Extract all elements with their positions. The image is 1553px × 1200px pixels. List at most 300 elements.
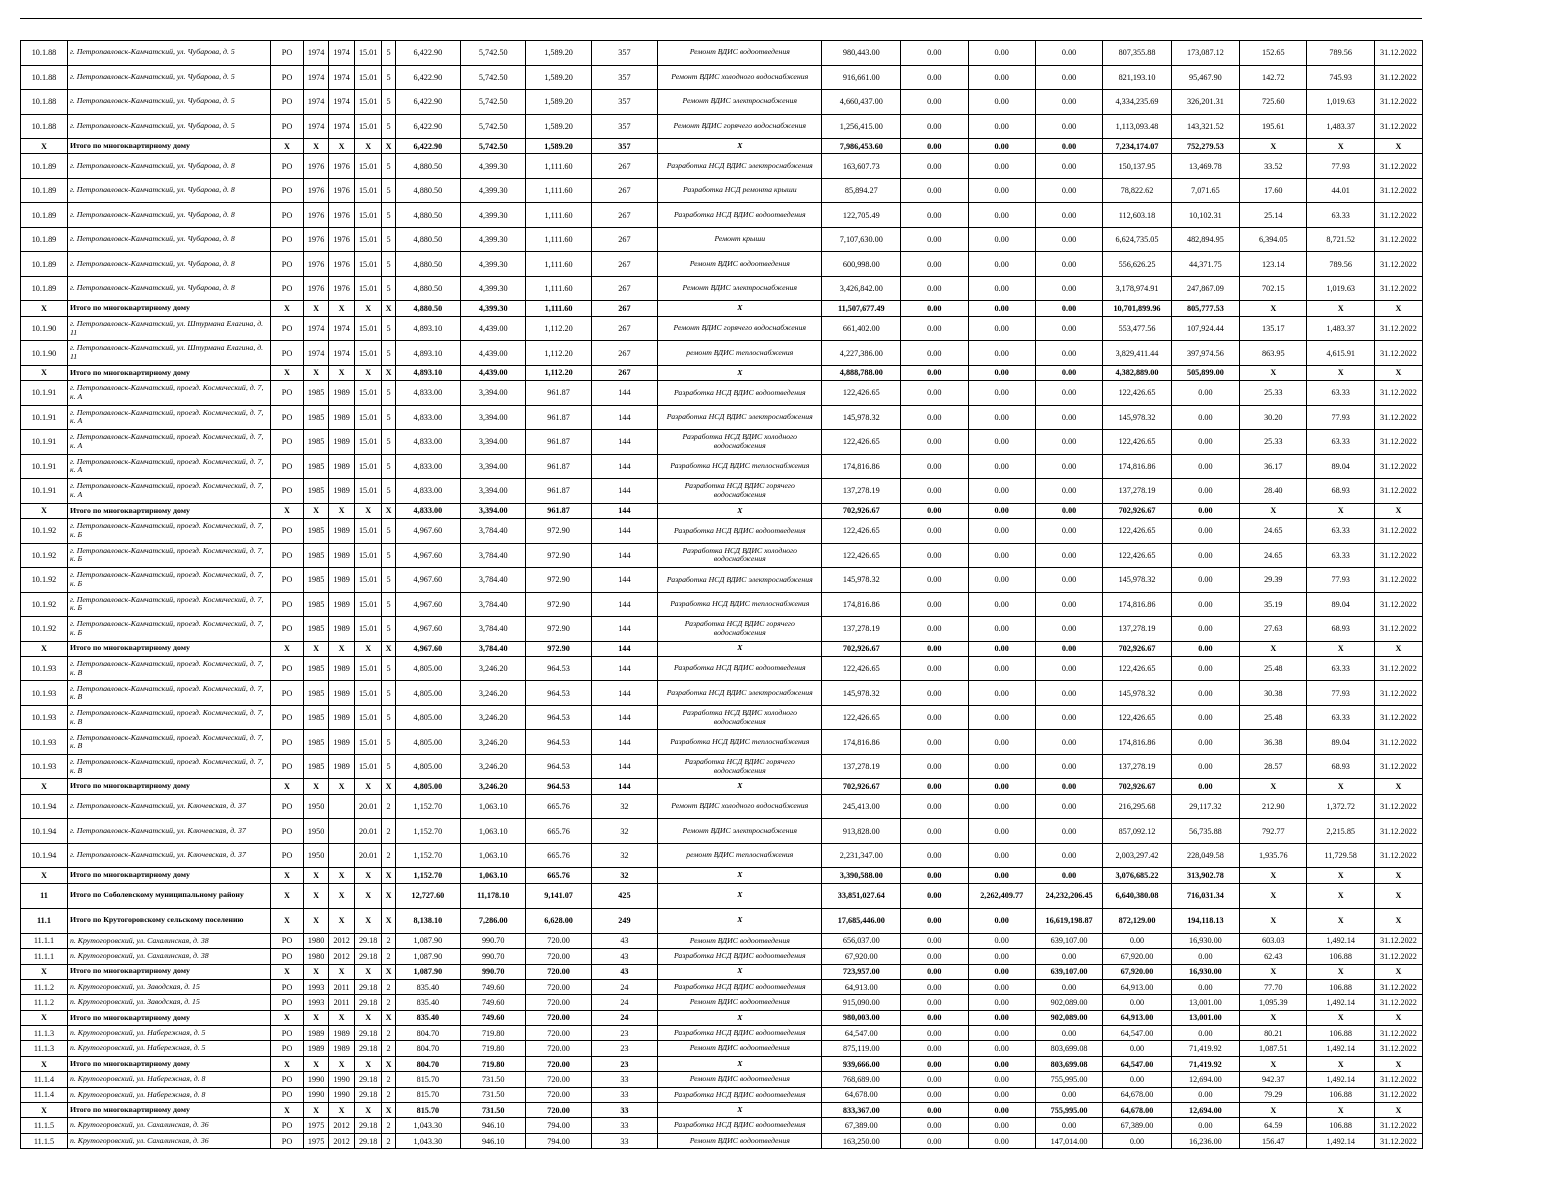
- cell-year-renovated: 1976: [329, 276, 355, 301]
- cell-total-area: 4,967.60: [395, 641, 460, 656]
- cell-row-number: X: [21, 1010, 68, 1025]
- cell-federal-funds: 0.00: [901, 779, 968, 794]
- cell-residents: 32: [591, 843, 657, 868]
- cell-other-funds: 173,087.12: [1171, 41, 1239, 66]
- cell-federal-funds: 0.00: [901, 568, 968, 593]
- table-row: [21, 316, 1423, 341]
- cell-max-cost-per-sqm: X: [1307, 908, 1374, 933]
- cell-cost-per-sqm: 863.95: [1240, 341, 1307, 366]
- cell-row-number: 11.1.3: [21, 1026, 68, 1041]
- table-row: [21, 405, 1423, 430]
- cell-other-funds: 228,049.58: [1171, 843, 1239, 868]
- cell-federal-funds: 0.00: [901, 227, 968, 252]
- cell-wall-material: 15.01: [354, 65, 382, 90]
- cell-other-funds: 13,001.00: [1171, 1010, 1239, 1025]
- cell-municipal-funds: 16,619,198.87: [1035, 908, 1102, 933]
- cell-total-area: 6,422.90: [395, 41, 460, 66]
- cell-max-cost-per-sqm: 1,483.37: [1307, 114, 1374, 139]
- cell-municipal-funds: 0.00: [1035, 405, 1102, 430]
- cell-year-built: 1990: [303, 1087, 329, 1102]
- cell-year-built: 1974: [303, 41, 329, 66]
- cell-planned-date: X: [1374, 301, 1422, 316]
- cell-planned-date: 31.12.2022: [1374, 316, 1422, 341]
- cell-floors: X: [382, 908, 395, 933]
- cell-regional-funds: 0.00: [968, 543, 1035, 568]
- cell-year-renovated: X: [329, 1010, 355, 1025]
- cell-wall-material: X: [354, 503, 382, 518]
- cell-federal-funds: 0.00: [901, 964, 968, 979]
- cell-other-funds: 0.00: [1171, 592, 1239, 617]
- cell-address: Итого по многоквартирному дому: [67, 139, 270, 154]
- cell-wall-material: 15.01: [354, 430, 382, 455]
- cell-wall-material: 29.18: [354, 949, 382, 964]
- cell-work-type: X: [658, 868, 822, 883]
- cell-cost-per-sqm: 64.59: [1240, 1118, 1307, 1133]
- cell-owner-funds: 67,389.00: [1103, 1118, 1171, 1133]
- cell-other-funds: 0.00: [1171, 568, 1239, 593]
- cell-address: Итого по Соболевскому муниципальному району: [67, 883, 270, 908]
- table-row: [21, 656, 1423, 681]
- cell-owner-funds: 174,816.86: [1103, 730, 1171, 755]
- cell-residential-area: 1,063.10: [461, 843, 526, 868]
- cell-ownership: РО: [271, 794, 304, 819]
- cell-owner-funds: 64,678.00: [1103, 1087, 1171, 1102]
- cell-cost-per-sqm: X: [1240, 365, 1307, 380]
- cell-owner-funds: 0.00: [1103, 1041, 1171, 1056]
- cell-work-type: Ремонт ВДИС электроснабжения: [658, 276, 822, 301]
- cell-year-renovated: [329, 794, 355, 819]
- cell-cost-per-sqm: 77.70: [1240, 979, 1307, 994]
- cell-max-cost-per-sqm: 1,019.63: [1307, 90, 1374, 115]
- cell-floors: 2: [382, 1087, 395, 1102]
- cell-total-cost: 163,250.00: [822, 1133, 901, 1148]
- table-row: [21, 1118, 1423, 1133]
- cell-total-area: 4,880.50: [395, 178, 460, 203]
- cell-residents: 267: [591, 365, 657, 380]
- cell-total-area: 4,880.50: [395, 203, 460, 228]
- cell-municipal-funds: 803,699.08: [1035, 1041, 1102, 1056]
- cell-floors: 2: [382, 1041, 395, 1056]
- cell-regional-funds: 0.00: [968, 479, 1035, 504]
- cell-federal-funds: 0.00: [901, 1087, 968, 1102]
- cell-municipal-funds: 0.00: [1035, 316, 1102, 341]
- cell-address: п. Крутогоровский, ул. Набережная, д. 5: [67, 1026, 270, 1041]
- cell-work-type: X: [658, 1010, 822, 1025]
- cell-total-cost: 145,978.32: [822, 405, 901, 430]
- cell-year-renovated: 1989: [329, 705, 355, 730]
- cell-floors: 2: [382, 1133, 395, 1148]
- cell-total-area: 4,893.10: [395, 341, 460, 366]
- cell-work-type: Ремонт ВДИС водоотведения: [658, 1072, 822, 1087]
- cell-address: г. Петропавловск-Камчатский, ул. Чубарова, д. 8: [67, 252, 270, 277]
- cell-residents: 144: [591, 568, 657, 593]
- cell-row-number: 10.1.94: [21, 843, 68, 868]
- cell-total-cost: 122,426.65: [822, 705, 901, 730]
- cell-total-cost: 702,926.67: [822, 503, 901, 518]
- cell-year-built: X: [303, 1056, 329, 1071]
- cell-row-number: 10.1.93: [21, 754, 68, 779]
- cell-residential-area: 749.60: [461, 1010, 526, 1025]
- cell-cost-per-sqm: 152.65: [1240, 41, 1307, 66]
- cell-other-funds: 12,694.00: [1171, 1103, 1239, 1118]
- cell-residents: 144: [591, 543, 657, 568]
- cell-year-built: 1974: [303, 114, 329, 139]
- cell-wall-material: 15.01: [354, 656, 382, 681]
- cell-federal-funds: 0.00: [901, 933, 968, 948]
- cell-residential-area: 3,784.40: [461, 568, 526, 593]
- cell-ownership: X: [271, 365, 304, 380]
- cell-common-area: 720.00: [526, 1103, 591, 1118]
- cell-residents: 267: [591, 252, 657, 277]
- table-row: [21, 114, 1423, 139]
- cell-year-built: 1989: [303, 1041, 329, 1056]
- cell-ownership: РО: [271, 479, 304, 504]
- cell-row-number: 10.1.93: [21, 656, 68, 681]
- cell-row-number: 11.1.4: [21, 1072, 68, 1087]
- cell-work-type: Разработка НСД ВДИС теплоснабжения: [658, 592, 822, 617]
- cell-row-number: 10.1.92: [21, 592, 68, 617]
- cell-common-area: 1,112.20: [526, 365, 591, 380]
- cell-regional-funds: 0.00: [968, 301, 1035, 316]
- cell-residents: 144: [591, 381, 657, 406]
- cell-total-area: 815.70: [395, 1072, 460, 1087]
- cell-total-area: 12,727.60: [395, 883, 460, 908]
- cell-municipal-funds: 0.00: [1035, 454, 1102, 479]
- table-row: [21, 1072, 1423, 1087]
- cell-address: Итого по многоквартирному дому: [67, 641, 270, 656]
- cell-row-number: 11.1.1: [21, 949, 68, 964]
- cell-address: г. Петропавловск-Камчатский, проезд. Космический, д. 7, к. Б: [67, 592, 270, 617]
- cell-ownership: РО: [271, 754, 304, 779]
- cell-regional-funds: 0.00: [968, 454, 1035, 479]
- cell-year-renovated: [329, 843, 355, 868]
- cell-regional-funds: 0.00: [968, 1133, 1035, 1148]
- cell-cost-per-sqm: 27.63: [1240, 617, 1307, 642]
- cell-common-area: 972.90: [526, 592, 591, 617]
- cell-regional-funds: 0.00: [968, 1087, 1035, 1102]
- cell-year-built: X: [303, 301, 329, 316]
- total-row: [21, 1010, 1423, 1025]
- cell-residents: 144: [591, 641, 657, 656]
- cell-year-built: 1976: [303, 252, 329, 277]
- cell-residents: 33: [591, 1072, 657, 1087]
- cell-ownership: X: [271, 139, 304, 154]
- cell-year-renovated: 1989: [329, 543, 355, 568]
- cell-total-area: 835.40: [395, 995, 460, 1010]
- cell-owner-funds: 821,193.10: [1103, 65, 1171, 90]
- cell-planned-date: 31.12.2022: [1374, 705, 1422, 730]
- cell-wall-material: X: [354, 301, 382, 316]
- cell-residents: 144: [591, 705, 657, 730]
- cell-ownership: РО: [271, 90, 304, 115]
- cell-other-funds: 0.00: [1171, 1087, 1239, 1102]
- cell-cost-per-sqm: 156.47: [1240, 1133, 1307, 1148]
- table-row: [21, 754, 1423, 779]
- cell-row-number: 10.1.88: [21, 114, 68, 139]
- cell-year-built: X: [303, 964, 329, 979]
- cell-year-renovated: 1989: [329, 730, 355, 755]
- cell-total-cost: 915,090.00: [822, 995, 901, 1010]
- cell-year-renovated: 1989: [329, 1041, 355, 1056]
- cell-max-cost-per-sqm: 68.93: [1307, 617, 1374, 642]
- cell-max-cost-per-sqm: 745.93: [1307, 65, 1374, 90]
- cell-address: г. Петропавловск-Камчатский, проезд. Космический, д. 7, к. А: [67, 430, 270, 455]
- cell-wall-material: 29.18: [354, 1072, 382, 1087]
- cell-owner-funds: 122,426.65: [1103, 705, 1171, 730]
- cell-work-type: Разработка НСД ВДИС электроснабжения: [658, 154, 822, 179]
- cell-year-renovated: 1989: [329, 381, 355, 406]
- cell-year-built: 1976: [303, 178, 329, 203]
- cell-year-built: 1993: [303, 979, 329, 994]
- cell-federal-funds: 0.00: [901, 908, 968, 933]
- cell-other-funds: 0.00: [1171, 1118, 1239, 1133]
- cell-owner-funds: 702,926.67: [1103, 641, 1171, 656]
- cell-year-renovated: X: [329, 1056, 355, 1071]
- cell-federal-funds: 0.00: [901, 949, 968, 964]
- cell-floors: 5: [382, 705, 395, 730]
- cell-year-built: X: [303, 503, 329, 518]
- cell-planned-date: X: [1374, 139, 1422, 154]
- cell-year-built: 1985: [303, 430, 329, 455]
- cell-residents: 267: [591, 154, 657, 179]
- cell-total-area: 4,880.50: [395, 227, 460, 252]
- table-row: [21, 1026, 1423, 1041]
- cell-regional-funds: 0.00: [968, 868, 1035, 883]
- cell-wall-material: 15.01: [354, 90, 382, 115]
- cell-work-type: Ремонт ВДИС горячего водоснабжения: [658, 114, 822, 139]
- cell-total-cost: 64,913.00: [822, 979, 901, 994]
- cell-cost-per-sqm: 6,394.05: [1240, 227, 1307, 252]
- cell-max-cost-per-sqm: 77.93: [1307, 681, 1374, 706]
- cell-ownership: X: [271, 1103, 304, 1118]
- cell-other-funds: 29,117.32: [1171, 794, 1239, 819]
- cell-residents: 267: [591, 341, 657, 366]
- cell-regional-funds: 0.00: [968, 995, 1035, 1010]
- cell-regional-funds: 0.00: [968, 964, 1035, 979]
- cell-total-area: 4,805.00: [395, 656, 460, 681]
- table-row: [21, 979, 1423, 994]
- cell-cost-per-sqm: X: [1240, 503, 1307, 518]
- cell-common-area: 961.87: [526, 503, 591, 518]
- cell-floors: 5: [382, 479, 395, 504]
- cell-planned-date: X: [1374, 1103, 1422, 1118]
- cell-common-area: 961.87: [526, 430, 591, 455]
- cell-max-cost-per-sqm: X: [1307, 868, 1374, 883]
- cell-year-renovated: 1989: [329, 681, 355, 706]
- cell-regional-funds: 0.00: [968, 656, 1035, 681]
- cell-planned-date: X: [1374, 1056, 1422, 1071]
- cell-common-area: 720.00: [526, 1041, 591, 1056]
- cell-total-cost: 137,278.19: [822, 479, 901, 504]
- table-row: [21, 90, 1423, 115]
- cell-ownership: РО: [271, 819, 304, 844]
- cell-residents: 357: [591, 41, 657, 66]
- cell-year-built: X: [303, 908, 329, 933]
- cell-wall-material: 15.01: [354, 592, 382, 617]
- cell-residential-area: 4,399.30: [461, 301, 526, 316]
- cell-year-built: X: [303, 365, 329, 380]
- cell-cost-per-sqm: X: [1240, 139, 1307, 154]
- cell-planned-date: 31.12.2022: [1374, 979, 1422, 994]
- cell-floors: 5: [382, 65, 395, 90]
- cell-owner-funds: 64,547.00: [1103, 1056, 1171, 1071]
- cell-ownership: X: [271, 964, 304, 979]
- cell-planned-date: 31.12.2022: [1374, 276, 1422, 301]
- cell-floors: 2: [382, 1118, 395, 1133]
- cell-wall-material: 15.01: [354, 705, 382, 730]
- cell-year-built: X: [303, 641, 329, 656]
- cell-cost-per-sqm: X: [1240, 1010, 1307, 1025]
- cell-municipal-funds: 0.00: [1035, 617, 1102, 642]
- cell-other-funds: 0.00: [1171, 503, 1239, 518]
- cell-residential-area: 3,394.00: [461, 405, 526, 430]
- cell-total-area: 4,805.00: [395, 779, 460, 794]
- cell-cost-per-sqm: 942.37: [1240, 1072, 1307, 1087]
- cell-cost-per-sqm: 725.60: [1240, 90, 1307, 115]
- cell-year-built: 1985: [303, 543, 329, 568]
- cell-residential-area: 3,784.40: [461, 617, 526, 642]
- cell-regional-funds: 0.00: [968, 1118, 1035, 1133]
- cell-regional-funds: 0.00: [968, 592, 1035, 617]
- cell-row-number: 10.1.92: [21, 519, 68, 544]
- cell-address: г. Петропавловск-Камчатский, проезд. Космический, д. 7, к. Б: [67, 617, 270, 642]
- cell-federal-funds: 0.00: [901, 479, 968, 504]
- cell-year-built: 1989: [303, 1026, 329, 1041]
- cell-total-area: 4,967.60: [395, 617, 460, 642]
- cell-year-built: 1950: [303, 843, 329, 868]
- cell-planned-date: 31.12.2022: [1374, 114, 1422, 139]
- cell-row-number: 10.1.92: [21, 568, 68, 593]
- cell-year-renovated: X: [329, 908, 355, 933]
- cell-floors: X: [382, 641, 395, 656]
- cell-floors: 5: [382, 730, 395, 755]
- cell-address: п. Крутогоровский, ул. Сахалинская, д. 36: [67, 1133, 270, 1148]
- cell-wall-material: 29.18: [354, 1133, 382, 1148]
- cell-max-cost-per-sqm: 63.33: [1307, 519, 1374, 544]
- cell-ownership: РО: [271, 1118, 304, 1133]
- cell-ownership: РО: [271, 203, 304, 228]
- cell-common-area: 1,111.60: [526, 276, 591, 301]
- cell-residential-area: 990.70: [461, 964, 526, 979]
- table-row: [21, 617, 1423, 642]
- cell-municipal-funds: 0.00: [1035, 154, 1102, 179]
- cell-residential-area: 990.70: [461, 949, 526, 964]
- cell-total-area: 4,833.00: [395, 405, 460, 430]
- cell-municipal-funds: 0.00: [1035, 430, 1102, 455]
- cell-owner-funds: 145,978.32: [1103, 681, 1171, 706]
- cell-total-cost: 67,920.00: [822, 949, 901, 964]
- cell-address: Итого по многоквартирному дому: [67, 868, 270, 883]
- cell-residents: 32: [591, 868, 657, 883]
- cell-residential-area: 1,063.10: [461, 819, 526, 844]
- cell-regional-funds: 0.00: [968, 1041, 1035, 1056]
- cell-other-funds: 0.00: [1171, 454, 1239, 479]
- cell-wall-material: 15.01: [354, 405, 382, 430]
- cell-cost-per-sqm: 25.48: [1240, 705, 1307, 730]
- table-body: [21, 41, 1423, 1149]
- cell-max-cost-per-sqm: 8,721.52: [1307, 227, 1374, 252]
- cell-regional-funds: 0.00: [968, 705, 1035, 730]
- cell-residents: 267: [591, 316, 657, 341]
- cell-floors: 5: [382, 41, 395, 66]
- cell-total-area: 4,833.00: [395, 454, 460, 479]
- cell-floors: 2: [382, 979, 395, 994]
- cell-common-area: 1,589.20: [526, 114, 591, 139]
- cell-residential-area: 5,742.50: [461, 139, 526, 154]
- cell-planned-date: X: [1374, 868, 1422, 883]
- cell-regional-funds: 0.00: [968, 1103, 1035, 1118]
- cell-ownership: X: [271, 779, 304, 794]
- cell-planned-date: 31.12.2022: [1374, 949, 1422, 964]
- cell-residential-area: 4,399.30: [461, 203, 526, 228]
- cell-ownership: РО: [271, 543, 304, 568]
- cell-work-type: Разработка НСД ВДИС холодного водоснабжения: [658, 543, 822, 568]
- cell-common-area: 972.90: [526, 568, 591, 593]
- cell-work-type: Ремонт ВДИС электроснабжения: [658, 90, 822, 115]
- cell-cost-per-sqm: X: [1240, 1056, 1307, 1071]
- cell-max-cost-per-sqm: 89.04: [1307, 592, 1374, 617]
- cell-residential-area: 3,246.20: [461, 730, 526, 755]
- cell-ownership: X: [271, 641, 304, 656]
- cell-row-number: 10.1.90: [21, 316, 68, 341]
- cell-address: г. Петропавловск-Камчатский, ул. Чубарова, д. 5: [67, 114, 270, 139]
- cell-address: г. Петропавловск-Камчатский, ул. Ключевская, д. 37: [67, 794, 270, 819]
- cell-residents: 144: [591, 405, 657, 430]
- cell-wall-material: X: [354, 641, 382, 656]
- cell-ownership: РО: [271, 705, 304, 730]
- cell-year-renovated: 1974: [329, 316, 355, 341]
- cell-wall-material: 15.01: [354, 568, 382, 593]
- cell-work-type: Ремонт ВДИС водоотведения: [658, 252, 822, 277]
- cell-other-funds: 0.00: [1171, 430, 1239, 455]
- cell-federal-funds: 0.00: [901, 341, 968, 366]
- cell-year-built: X: [303, 779, 329, 794]
- cell-owner-funds: 78,822.62: [1103, 178, 1171, 203]
- cell-max-cost-per-sqm: X: [1307, 503, 1374, 518]
- cell-other-funds: 13,001.00: [1171, 995, 1239, 1010]
- cell-ownership: РО: [271, 949, 304, 964]
- total-row: [21, 365, 1423, 380]
- cell-address: г. Петропавловск-Камчатский, ул. Ключевская, д. 37: [67, 843, 270, 868]
- cell-residents: 43: [591, 964, 657, 979]
- cell-year-renovated: 1989: [329, 592, 355, 617]
- cell-year-renovated: X: [329, 139, 355, 154]
- cell-max-cost-per-sqm: 1,492.14: [1307, 933, 1374, 948]
- total-row: [21, 779, 1423, 794]
- cell-regional-funds: 0.00: [968, 794, 1035, 819]
- cell-wall-material: 29.18: [354, 995, 382, 1010]
- cell-max-cost-per-sqm: 63.33: [1307, 430, 1374, 455]
- cell-ownership: РО: [271, 65, 304, 90]
- cell-owner-funds: 0.00: [1103, 1133, 1171, 1148]
- cell-max-cost-per-sqm: 11,729.58: [1307, 843, 1374, 868]
- cell-owner-funds: 702,926.67: [1103, 503, 1171, 518]
- cell-total-area: 4,893.10: [395, 316, 460, 341]
- cell-residents: 33: [591, 1133, 657, 1148]
- cell-municipal-funds: 755,995.00: [1035, 1072, 1102, 1087]
- cell-ownership: РО: [271, 276, 304, 301]
- cell-common-area: 1,111.60: [526, 178, 591, 203]
- cell-row-number: X: [21, 964, 68, 979]
- cell-residents: 23: [591, 1026, 657, 1041]
- cell-floors: 5: [382, 519, 395, 544]
- cell-total-cost: 174,816.86: [822, 454, 901, 479]
- cell-total-cost: 64,678.00: [822, 1087, 901, 1102]
- cell-planned-date: 31.12.2022: [1374, 479, 1422, 504]
- cell-residents: 267: [591, 178, 657, 203]
- cell-work-type: X: [658, 964, 822, 979]
- cell-address: г. Петропавловск-Камчатский, ул. Чубарова, д. 5: [67, 90, 270, 115]
